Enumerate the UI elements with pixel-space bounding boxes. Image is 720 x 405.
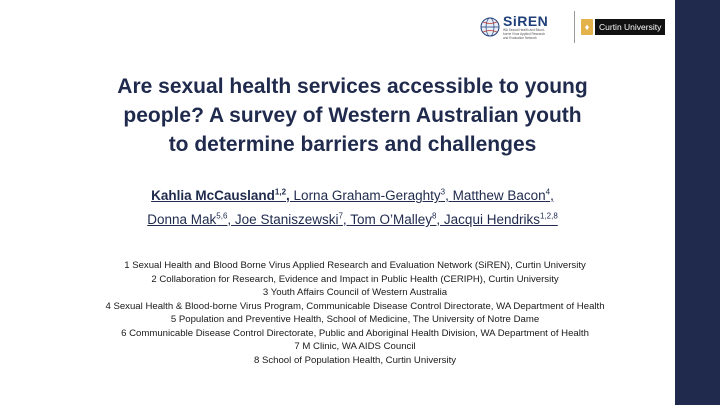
siren-wordmark: SiREN — [503, 13, 549, 29]
author-affiliation-marker: 7 — [338, 211, 343, 221]
curtin-crest-icon: ♦ — [581, 19, 593, 35]
siren-logo — [480, 10, 568, 44]
affiliation-item: 3 Youth Affairs Council of Western Australia — [262, 287, 448, 298]
author-separator: , — [445, 188, 453, 203]
affiliation-item: 7 M Clinic, WA AIDS Council — [294, 341, 416, 352]
author — [151, 188, 293, 203]
affiliation-item: 8 School of Population Health, Curtin University — [253, 354, 457, 366]
affiliation-item: 6 Communicable Disease Control Directorate, Public and Aboriginal Health Division, WA Department of Health — [121, 327, 589, 339]
author-affiliation-marker: 1,2 — [274, 187, 287, 197]
author — [147, 212, 235, 227]
author-affiliation-marker: 5,6 — [216, 211, 228, 221]
siren-tagline: WA Sexual Health and Blood-borne Virus Applied Research and Evaluation Network — [503, 28, 546, 40]
right-accent-bar — [675, 0, 720, 405]
logo-header — [480, 10, 670, 44]
author — [350, 212, 444, 227]
affiliation-list — [30, 259, 680, 367]
author-name: Joe Staniszewski — [234, 212, 339, 227]
author-name: Lorna Graham-Geraghty — [293, 188, 441, 203]
author — [453, 188, 554, 203]
logo-divider — [574, 11, 575, 43]
author-line — [40, 184, 665, 208]
title-line-1: Are sexual health services accessible to young — [117, 75, 588, 98]
author-name: Matthew Bacon — [452, 188, 546, 203]
author-separator: , — [436, 212, 444, 227]
author-separator: , — [550, 188, 554, 203]
curtin-wordmark: Curtin University — [595, 19, 665, 35]
affiliation-item: 5 Population and Preventive Health, School of Medicine, The University of Notre Dame — [170, 314, 540, 325]
title-line-2: people? A survey of Western Australian youth — [123, 104, 582, 127]
author-affiliation-marker: 3 — [440, 187, 446, 197]
affiliation-item: 1 Sexual Health and Blood Borne Virus Applied Research and Evaluation Network (SiREN), Curtin University — [124, 260, 586, 271]
affiliation-item: 2 Collaboration for Research, Evidence and Impact in Public Health (CERIPH), Curtin University — [151, 273, 559, 285]
presentation-title — [40, 72, 665, 159]
author-affiliation-marker: 8 — [431, 211, 437, 221]
author-separator: , — [286, 188, 294, 203]
author-affiliation-marker: 1,2,8 — [539, 211, 558, 221]
author-separator: , — [342, 212, 351, 227]
globe-icon — [480, 17, 500, 37]
affiliation-item: 4 Sexual Health & Blood-borne Virus Program, Communicable Disease Control Directorate, WA Department of Health — [105, 300, 605, 312]
title-line-3: to determine barriers and challenges — [168, 133, 537, 156]
author-name: Donna Mak — [147, 212, 217, 227]
author — [294, 188, 453, 203]
author-name: Kahlia McCausland — [151, 188, 275, 203]
author — [235, 212, 350, 227]
author-name: Tom O’Malley — [350, 212, 432, 227]
author — [444, 212, 558, 227]
author-name: Jacqui Hendriks — [443, 212, 540, 227]
author-separator: , — [227, 212, 235, 227]
author-affiliation-marker: 4 — [545, 187, 551, 197]
author-line — [40, 208, 665, 232]
curtin-logo — [581, 16, 665, 38]
author-list — [40, 184, 665, 232]
